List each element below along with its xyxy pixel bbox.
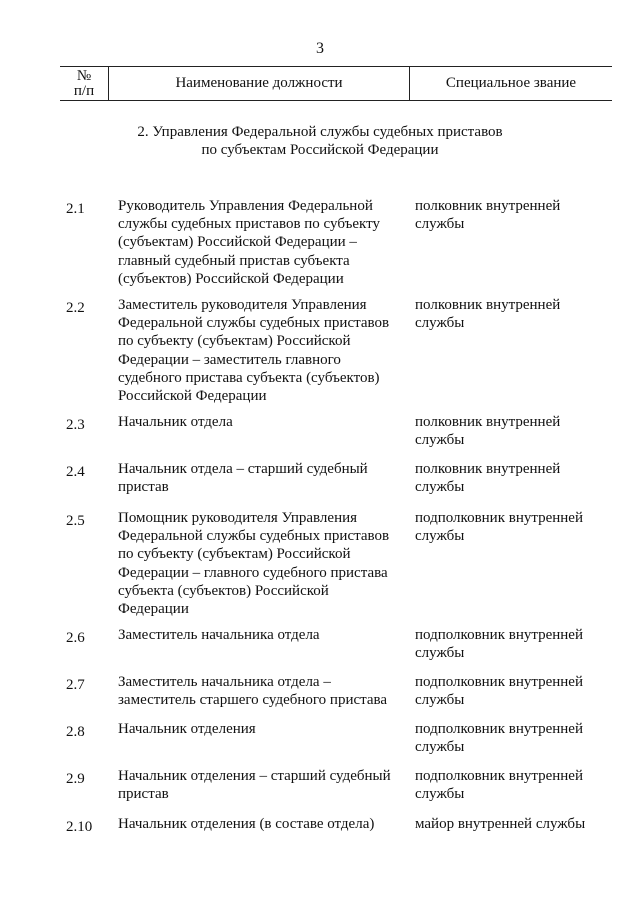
position-name-line: главный судебный пристав субъекта — [118, 252, 350, 269]
position-name-line: Начальник отделения – старший судебный — [118, 768, 391, 784]
position-name-line: судебного пристава субъекта (субъектов) — [118, 369, 380, 386]
special-rank — [415, 626, 610, 662]
position-name-line: заместитель старшего судебного пристава — [118, 692, 388, 709]
table-header — [60, 66, 612, 101]
position-name-line: (субъектов) Российской Федерации — [118, 270, 344, 287]
special-rank-line: службы — [415, 432, 465, 449]
special-rank-line: подполковник внутренней — [415, 768, 583, 784]
position-name-line: (субъектам) Российской Федерации – — [118, 234, 357, 251]
special-rank-line: службы — [415, 692, 465, 709]
special-rank-line: подполковник внутренней — [415, 627, 583, 643]
position-name-line: Заместитель руководителя Управления — [118, 297, 367, 313]
position-name — [118, 720, 408, 738]
row-number: 2.1 — [66, 201, 85, 217]
special-rank — [415, 296, 610, 332]
special-rank-line: полковник внутренней — [415, 414, 561, 430]
position-name — [118, 767, 408, 803]
position-name-line: пристав — [118, 786, 169, 803]
special-rank-line: полковник внутренней — [415, 297, 561, 313]
position-name-line: Начальник отдела — [118, 414, 233, 430]
position-name — [118, 197, 408, 288]
row-number: 2.5 — [66, 513, 85, 529]
page-number: 3 — [316, 40, 324, 57]
position-name — [118, 673, 408, 709]
row-number: 2.9 — [66, 771, 85, 787]
section-title — [0, 123, 640, 159]
special-rank-line: майор внутренней службы — [415, 816, 586, 832]
row-number: 2.8 — [66, 724, 85, 740]
special-rank-line: службы — [415, 315, 465, 332]
position-name-line: Заместитель начальника отдела — [118, 627, 320, 643]
special-rank — [415, 509, 610, 545]
position-name-line: Заместитель начальника отдела – — [118, 674, 331, 690]
special-rank-line: подполковник внутренней — [415, 721, 583, 737]
special-rank — [415, 767, 610, 803]
position-name-line: пристав — [118, 479, 169, 496]
position-name-line: Российской Федерации — [118, 388, 267, 405]
special-rank-line: подполковник внутренней — [415, 510, 583, 526]
special-rank — [415, 720, 610, 756]
row-number: 2.7 — [66, 677, 85, 693]
special-rank-line: подполковник внутренней — [415, 674, 583, 690]
section-title-line: 2. Управления Федеральной службы судебных приставов — [137, 124, 503, 140]
position-name-line: Руководитель Управления Федеральной — [118, 198, 373, 214]
header-number-abbr: п/п — [73, 82, 95, 99]
position-name — [118, 626, 408, 644]
position-name-line: по субъекту (субъектам) Российской — [118, 333, 351, 350]
section-title-line: по субъектам Российской Федерации — [201, 142, 439, 158]
position-name-line: Федеральной службы судебных приставов — [118, 528, 390, 545]
special-rank — [415, 413, 610, 449]
row-number: 2.2 — [66, 300, 85, 316]
special-rank — [415, 673, 610, 709]
special-rank-line: службы — [415, 528, 465, 545]
position-name — [118, 815, 408, 833]
position-name-line: Федеральной службы судебных приставов — [118, 315, 390, 332]
position-name-line: по субъекту (субъектам) Российской — [118, 546, 351, 563]
special-rank-line: полковник внутренней — [415, 198, 561, 214]
position-name-line: Начальник отдела – старший судебный — [118, 461, 368, 477]
special-rank-line: службы — [415, 739, 465, 756]
row-number: 2.3 — [66, 417, 85, 433]
position-name — [118, 460, 408, 496]
row-number: 2.4 — [66, 464, 85, 480]
position-name-line: Помощник руководителя Управления — [118, 510, 358, 526]
position-name — [118, 509, 408, 618]
position-name-line: Федерации – заместитель главного — [118, 351, 341, 368]
header-position-column: Наименование должности — [108, 67, 409, 100]
position-name-line: Начальник отделения (в составе отдела) — [118, 816, 375, 832]
header-rank-column: Специальное звание — [409, 67, 612, 100]
row-number: 2.10 — [66, 819, 93, 835]
special-rank-line: службы — [415, 216, 465, 233]
row-number: 2.6 — [66, 630, 85, 646]
position-name — [118, 413, 408, 431]
special-rank-line: полковник внутренней — [415, 461, 561, 477]
position-name — [118, 296, 408, 405]
header-number-symbol: № — [76, 67, 92, 84]
special-rank — [415, 460, 610, 496]
special-rank — [415, 815, 610, 833]
header-number-column — [60, 67, 108, 100]
special-rank-line: службы — [415, 786, 465, 803]
position-name-line: субъекта (субъектов) Российской — [118, 582, 329, 599]
position-name-line: службы судебных приставов по субъекту — [118, 216, 380, 233]
position-name-line: Начальник отделения — [118, 721, 256, 737]
special-rank-line: службы — [415, 645, 465, 662]
position-name-line: Федерации – главного судебного пристава — [118, 564, 388, 581]
position-name-line: Федерации — [118, 601, 189, 618]
special-rank-line: службы — [415, 479, 465, 496]
special-rank — [415, 197, 610, 233]
